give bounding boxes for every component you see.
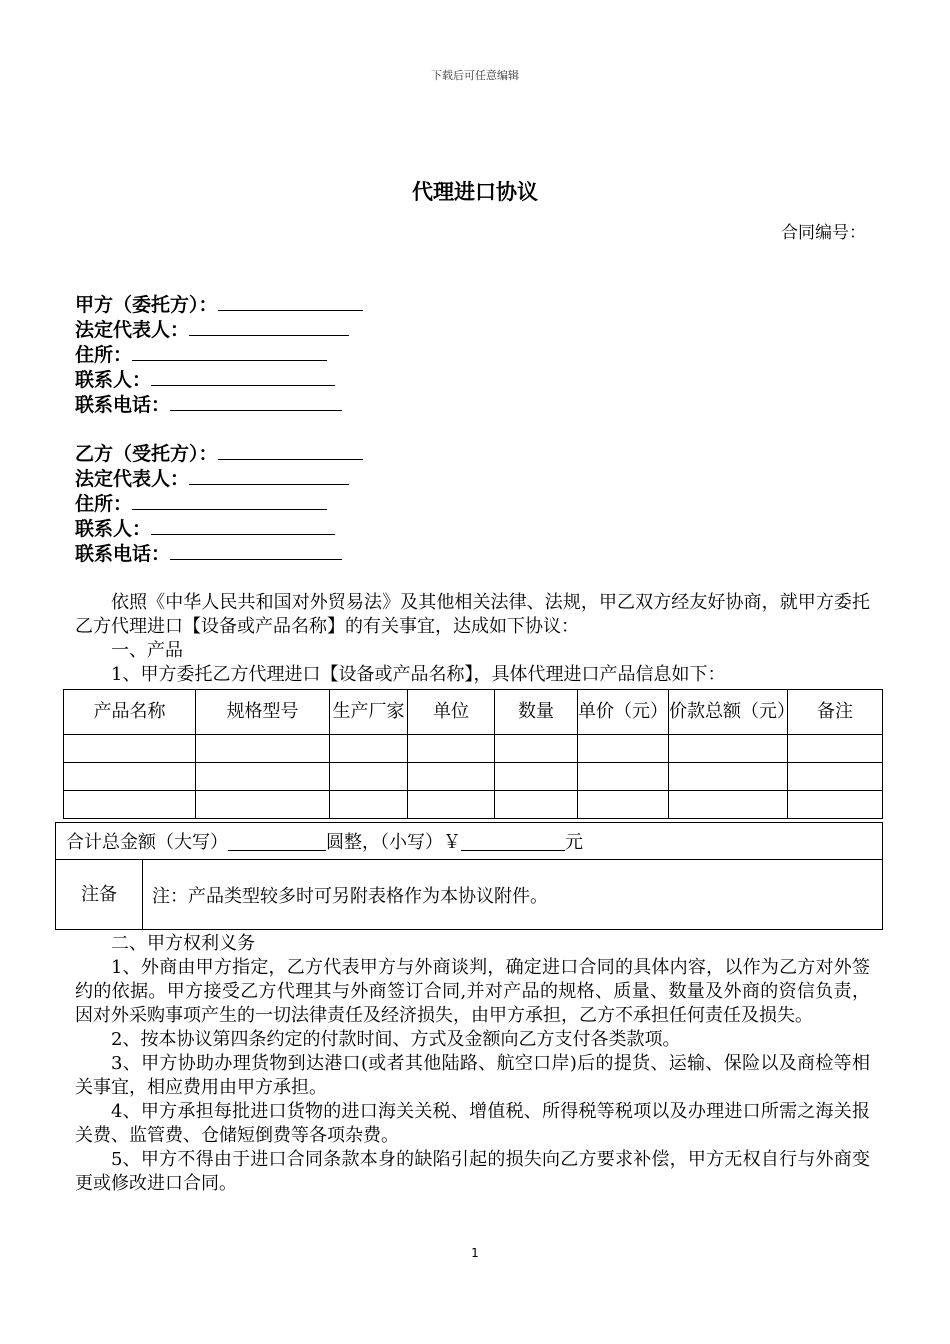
party-b-contact-label: 联系人： xyxy=(75,518,152,540)
table-row xyxy=(64,791,883,819)
table-cell[interactable] xyxy=(578,763,669,791)
party-a-address-label: 住所： xyxy=(75,344,133,366)
party-a-contact-blank[interactable] xyxy=(151,367,335,386)
party-b-address-row xyxy=(75,491,363,516)
table-cell[interactable] xyxy=(196,763,330,791)
table-cell[interactable] xyxy=(408,763,495,791)
document-title: 代理进口协议 xyxy=(412,180,538,204)
page-number: 1 xyxy=(471,1246,479,1260)
col-header: 产品名称 xyxy=(64,690,196,735)
table-cell[interactable] xyxy=(330,763,408,791)
product-table-header xyxy=(64,690,883,735)
table-cell[interactable] xyxy=(669,763,788,791)
party-a-phone-blank[interactable] xyxy=(170,392,342,411)
col-header: 价款总额（元） xyxy=(669,690,788,735)
table-cell[interactable] xyxy=(788,763,883,791)
party-b-phone-label: 联系电话： xyxy=(75,543,171,565)
product-table xyxy=(63,689,883,819)
party-a-rep-row xyxy=(75,317,363,342)
col-header: 数量 xyxy=(495,690,578,735)
table-cell[interactable] xyxy=(330,735,408,763)
party-b-contact-row xyxy=(75,516,363,541)
remark-text: 注：产品类型较多时可另附表格作为本协议附件。 xyxy=(152,885,548,907)
total-mid-label: 圆整，（小写）￥ xyxy=(326,832,461,853)
total-label: 合计总金额（大写） xyxy=(66,832,228,853)
party-b-rep-blank[interactable] xyxy=(189,466,349,485)
table-cell[interactable] xyxy=(196,791,330,819)
section-1-heading: 一、产品 xyxy=(111,640,183,661)
party-a-name-blank[interactable] xyxy=(218,292,363,311)
col-header: 单价（元） xyxy=(578,690,669,735)
table-cell[interactable] xyxy=(64,791,196,819)
party-b-address-label: 住所： xyxy=(75,493,133,515)
table-cell[interactable] xyxy=(669,735,788,763)
section-2-item: 5、甲方不得由于进口合同条款本身的缺陷引起的损失向乙方要求补偿，甲方无权自行与外商变更或修改进口合同。 xyxy=(75,1149,870,1194)
table-cell[interactable] xyxy=(578,791,669,819)
party-b-title: 乙方（受托方）： xyxy=(75,443,218,465)
table-cell[interactable] xyxy=(196,735,330,763)
party-a-address-row xyxy=(75,342,363,367)
table-cell[interactable] xyxy=(495,791,578,819)
col-header: 生产厂家 xyxy=(330,690,408,735)
col-header: 备注 xyxy=(788,690,883,735)
table-cell[interactable] xyxy=(788,735,883,763)
party-a-address-blank[interactable] xyxy=(132,342,327,361)
section-2-item: 3、甲方协助办理货物到达港口(或者其他陆路、航空口岸)后的提货、运输、保险以及商检等相关事宜，相应费用由甲方承担。 xyxy=(75,1053,870,1098)
table-cell[interactable] xyxy=(495,763,578,791)
party-b-title-row xyxy=(75,441,363,466)
col-header: 规格型号 xyxy=(196,690,330,735)
remark-label: 注备 xyxy=(56,860,143,929)
section-2-heading: 二、甲方权利义务 xyxy=(111,933,255,954)
table-cell[interactable] xyxy=(330,791,408,819)
intro-section xyxy=(75,591,870,687)
party-a-contact-label: 联系人： xyxy=(75,369,152,391)
table-cell[interactable] xyxy=(64,735,196,763)
total-amount-row xyxy=(56,823,882,860)
party-a-block xyxy=(75,292,363,417)
party-b-name-blank[interactable] xyxy=(218,441,363,460)
section-2 xyxy=(75,932,870,1196)
section-1-item-1: 1、甲方委托乙方代理进口【设备或产品名称】，具体代理进口产品信息如下： xyxy=(111,664,726,685)
section-2-item: 1、外商由甲方指定，乙方代表甲方与外商谈判，确定进口合同的具体内容，以作为乙方对外签约的依据。甲方接受乙方代理其与外商签订合同,并对产品的规格、质量、数量及外商的资信负责，因对外采购事项产生的一切法律责任及经济损失，由甲方承担，乙方不承担任何责任及损失。 xyxy=(75,957,870,1026)
party-b-block xyxy=(75,441,363,566)
total-end-label: 元 xyxy=(565,832,583,853)
table-row xyxy=(64,735,883,763)
section-2-item: 4、甲方承担每批进口货物的进口海关关税、增值税、所得税等税项以及办理进口所需之海关报关费、监管费、仓储短倒费等各项杂费。 xyxy=(75,1101,870,1146)
table-row xyxy=(64,763,883,791)
contract-number-label: 合同编号： xyxy=(781,223,866,243)
party-b-phone-row xyxy=(75,541,363,566)
table-cell[interactable] xyxy=(788,791,883,819)
table-cell[interactable] xyxy=(408,791,495,819)
party-a-rep-label: 法定代表人： xyxy=(75,319,190,341)
party-b-rep-row xyxy=(75,466,363,491)
table-cell[interactable] xyxy=(578,735,669,763)
party-a-title-row xyxy=(75,292,363,317)
party-b-contact-blank[interactable] xyxy=(151,516,335,535)
total-figures-blank[interactable] xyxy=(461,832,565,851)
party-a-rep-blank[interactable] xyxy=(189,317,349,336)
table-cell[interactable] xyxy=(495,735,578,763)
party-a-title: 甲方（委托方）： xyxy=(75,294,218,316)
col-header: 单位 xyxy=(408,690,495,735)
party-a-phone-row xyxy=(75,392,363,417)
party-b-rep-label: 法定代表人： xyxy=(75,468,190,490)
party-b-phone-blank[interactable] xyxy=(170,541,342,560)
total-remark-box xyxy=(55,822,883,930)
total-words-blank[interactable] xyxy=(228,832,326,851)
table-cell[interactable] xyxy=(669,791,788,819)
party-a-contact-row xyxy=(75,367,363,392)
section-2-item: 2、按本协议第四条约定的付款时间、方式及金额向乙方支付各类款项。 xyxy=(111,1029,681,1050)
remark-row xyxy=(56,860,882,929)
party-b-address-blank[interactable] xyxy=(132,491,327,510)
table-cell[interactable] xyxy=(64,763,196,791)
party-a-phone-label: 联系电话： xyxy=(75,394,171,416)
header-note: 下载后可任意编辑 xyxy=(431,69,519,82)
table-cell[interactable] xyxy=(408,735,495,763)
intro-paragraph: 依照《中华人民共和国对外贸易法》及其他相关法律、法规，甲乙双方经友好协商，就甲方委托乙方代理进口【设备或产品名称】的有关事宜，达成如下协议： xyxy=(75,592,870,637)
